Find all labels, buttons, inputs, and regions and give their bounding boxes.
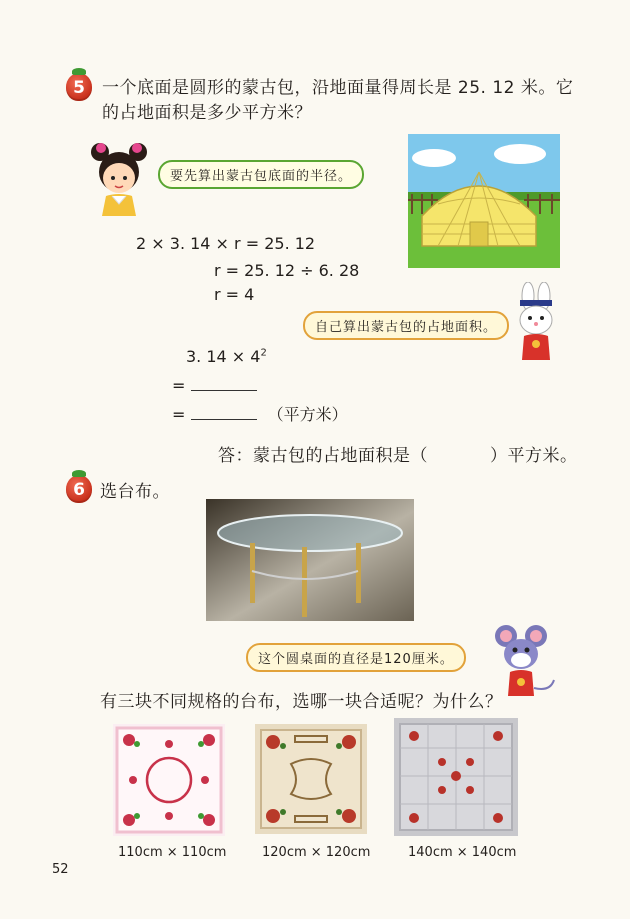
area-step-2	[172, 402, 348, 425]
calc-line-2: r = 25. 12 ÷ 6. 28	[214, 261, 360, 280]
girl-speech-bubble	[158, 160, 364, 189]
problem-5-line-1: 一个底面是圆形的蒙古包，沿地面量得周长是 25. 12 米。它	[102, 78, 574, 98]
tablecloth-caption-1: 110cm × 110cm	[118, 845, 227, 860]
area-expression	[186, 347, 267, 366]
area-step-1-blank[interactable]	[191, 376, 257, 391]
area-step-1-equals: =	[172, 376, 186, 395]
mouse-illustration	[484, 622, 558, 696]
tablecloth-caption-3: 140cm × 140cm	[408, 845, 517, 860]
problem-5-badge	[66, 73, 92, 101]
girl-hint-text: 要先算出蒙古包底面的半径。	[170, 169, 353, 184]
tablecloth-image-1	[113, 724, 225, 836]
area-unit: （平方米）	[267, 405, 348, 424]
answer-line	[218, 444, 578, 469]
page-number: 52	[52, 862, 69, 877]
problem-6-title: 选台布。	[100, 482, 170, 502]
area-expression-exponent: 2	[260, 347, 267, 359]
problem-5-line-2: 的占地面积是多少平方米？	[102, 103, 312, 123]
tablecloth-image-2	[255, 724, 367, 834]
calc-line-3: r = 4	[214, 285, 255, 304]
problem-6-number: 6	[73, 480, 85, 500]
girl-illustration	[88, 136, 150, 216]
rabbit-illustration	[506, 282, 566, 360]
calc-line-1: 2 × 3. 14 × r = 25. 12	[136, 234, 316, 253]
problem-5-number: 5	[73, 78, 85, 98]
yurt-illustration	[408, 134, 560, 268]
area-step-2-blank[interactable]	[191, 405, 257, 420]
area-step-2-equals: =	[172, 405, 186, 424]
problem-6-question: 有三块不同规格的台布，选哪一块合适呢？为什么？	[100, 692, 503, 712]
answer-prefix: 答：蒙古包的占地面积是（	[218, 446, 428, 466]
tablecloth-caption-2: 120cm × 120cm	[262, 845, 371, 860]
problem-6-badge	[66, 475, 92, 503]
area-expression-base: 3. 14 × 4	[186, 347, 261, 366]
round-table-photo	[206, 499, 414, 621]
rabbit-hint-text: 自己算出蒙古包的占地面积。	[315, 320, 498, 335]
mouse-speech-bubble	[246, 643, 466, 672]
answer-suffix: ）平方米。	[490, 446, 578, 466]
mouse-hint-text: 这个圆桌面的直径是120厘米。	[258, 652, 454, 667]
rabbit-speech-bubble	[303, 311, 509, 340]
area-step-1	[172, 376, 257, 395]
tablecloth-image-3	[394, 718, 518, 836]
